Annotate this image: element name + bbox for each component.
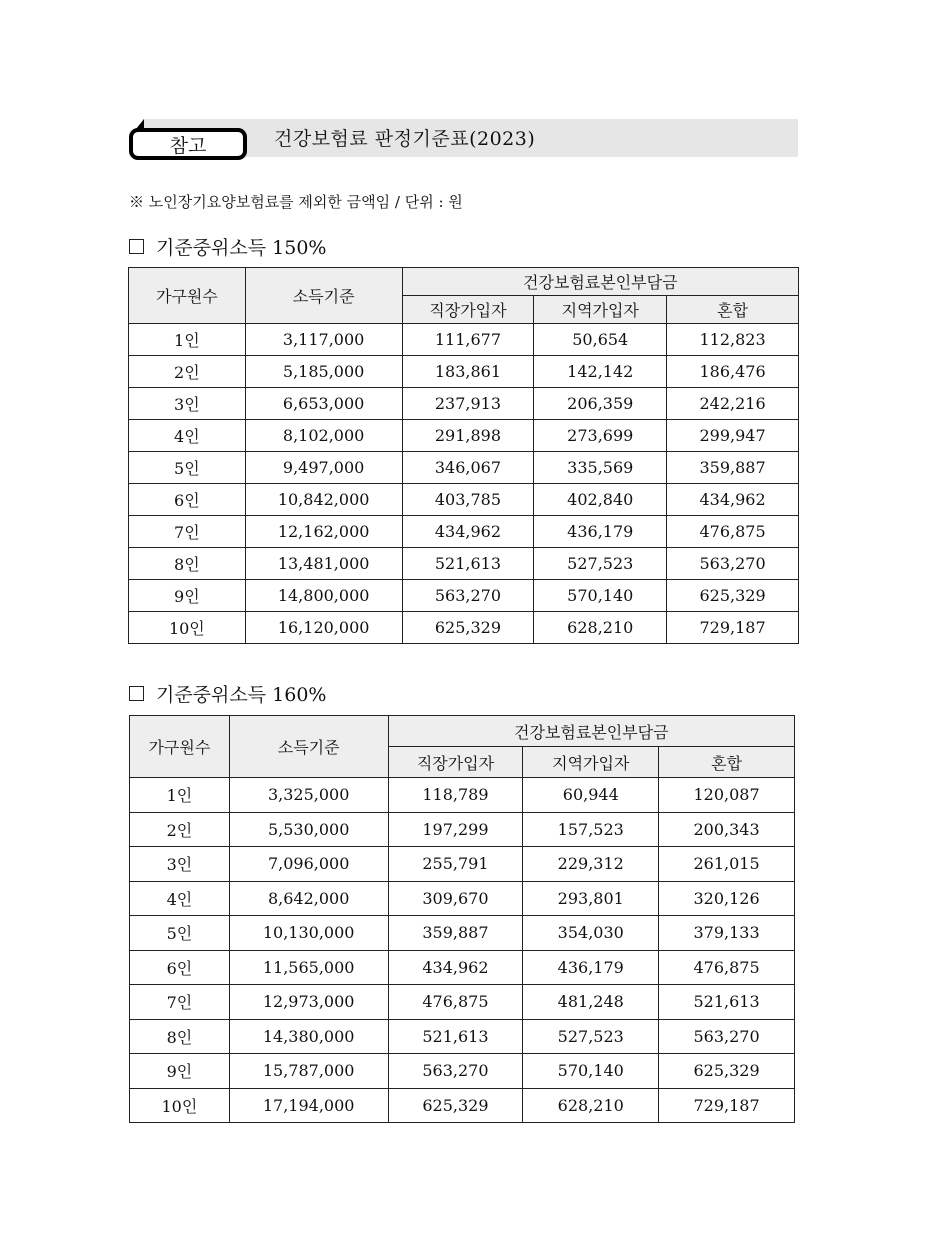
table-row (130, 1054, 795, 1089)
section-title-150 (129, 233, 326, 260)
cell-household: 1인 (130, 778, 230, 813)
cell-regional: 206,359 (534, 388, 667, 420)
cell-household: 5인 (129, 452, 246, 484)
cell-regional: 570,140 (534, 580, 667, 612)
cell-mixed: 200,343 (659, 812, 795, 847)
reference-badge (129, 128, 247, 160)
cell-regional: 628,210 (523, 1088, 659, 1123)
cell-mixed: 379,133 (659, 916, 795, 951)
cell-employee: 434,962 (402, 516, 534, 548)
cell-regional: 354,030 (523, 916, 659, 951)
cell-household: 8인 (130, 1019, 230, 1054)
header-mixed: 혼합 (659, 747, 795, 778)
table-row (130, 812, 795, 847)
cell-household: 1인 (129, 324, 246, 356)
table-row (130, 916, 795, 951)
cell-household: 4인 (129, 420, 246, 452)
cell-mixed: 521,613 (659, 985, 795, 1020)
table-row (129, 580, 799, 612)
cell-mixed: 242,216 (667, 388, 799, 420)
cell-income: 3,325,000 (229, 778, 388, 813)
cell-mixed: 120,087 (659, 778, 795, 813)
cell-regional: 628,210 (534, 612, 667, 644)
cell-employee: 625,329 (402, 612, 534, 644)
unit-note: ※ 노인장기요양보험료를 제외한 금액임 / 단위 : 원 (129, 193, 463, 211)
cell-mixed: 563,270 (667, 548, 799, 580)
cell-employee: 237,913 (402, 388, 534, 420)
cell-employee: 118,789 (388, 778, 523, 813)
header-regional: 지역가입자 (534, 296, 667, 324)
cell-employee: 521,613 (388, 1019, 523, 1054)
table-row (129, 388, 799, 420)
cell-employee: 625,329 (388, 1088, 523, 1123)
cell-mixed: 320,126 (659, 881, 795, 916)
cell-income: 13,481,000 (245, 548, 402, 580)
cell-income: 5,530,000 (229, 812, 388, 847)
header-employee: 직장가입자 (388, 747, 523, 778)
cell-income: 12,973,000 (229, 985, 388, 1020)
cell-income: 5,185,000 (245, 356, 402, 388)
cell-mixed: 434,962 (667, 484, 799, 516)
cell-income: 8,102,000 (245, 420, 402, 452)
cell-mixed: 476,875 (659, 950, 795, 985)
cell-income: 6,653,000 (245, 388, 402, 420)
cell-regional: 273,699 (534, 420, 667, 452)
cell-regional: 142,142 (534, 356, 667, 388)
table-row (129, 548, 799, 580)
cell-regional: 229,312 (523, 847, 659, 882)
income-table-160 (129, 715, 795, 1123)
table-row (130, 881, 795, 916)
header-regional: 지역가입자 (523, 747, 659, 778)
cell-regional: 570,140 (523, 1054, 659, 1089)
cell-employee: 521,613 (402, 548, 534, 580)
cell-household: 10인 (129, 612, 246, 644)
cell-regional: 60,944 (523, 778, 659, 813)
cell-income: 8,642,000 (229, 881, 388, 916)
cell-household: 9인 (129, 580, 246, 612)
cell-regional: 436,179 (523, 950, 659, 985)
cell-regional: 481,248 (523, 985, 659, 1020)
section-title-160 (129, 680, 326, 707)
cell-income: 7,096,000 (229, 847, 388, 882)
section-title-150-label: 기준중위소득 150% (156, 237, 327, 259)
cell-income: 3,117,000 (245, 324, 402, 356)
table-row (129, 420, 799, 452)
cell-mixed: 563,270 (659, 1019, 795, 1054)
cell-household: 9인 (130, 1054, 230, 1089)
cell-income: 15,787,000 (229, 1054, 388, 1089)
cell-household: 7인 (129, 516, 246, 548)
table-row (130, 950, 795, 985)
table-row (129, 356, 799, 388)
header-household: 가구원수 (130, 716, 230, 778)
cell-household: 3인 (129, 388, 246, 420)
cell-mixed: 729,187 (659, 1088, 795, 1123)
table-row (130, 1088, 795, 1123)
cell-regional: 293,801 (523, 881, 659, 916)
table-row (129, 452, 799, 484)
cell-income: 14,380,000 (229, 1019, 388, 1054)
cell-income: 10,842,000 (245, 484, 402, 516)
header-income: 소득기준 (229, 716, 388, 778)
cell-employee: 563,270 (402, 580, 534, 612)
cell-mixed: 729,187 (667, 612, 799, 644)
header-income: 소득기준 (245, 268, 402, 324)
cell-household: 6인 (130, 950, 230, 985)
checkbox-icon (129, 239, 144, 254)
header-premium-group: 건강보험료본인부담금 (402, 268, 798, 296)
income-table-150 (128, 267, 799, 644)
cell-household: 10인 (130, 1088, 230, 1123)
cell-regional: 402,840 (534, 484, 667, 516)
cell-regional: 527,523 (534, 548, 667, 580)
reference-badge-label: 참고 (169, 134, 207, 157)
cell-employee: 346,067 (402, 452, 534, 484)
table-row (129, 484, 799, 516)
cell-regional: 527,523 (523, 1019, 659, 1054)
cell-employee: 197,299 (388, 812, 523, 847)
cell-income: 11,565,000 (229, 950, 388, 985)
section-title-160-label: 기준중위소득 160% (156, 684, 327, 706)
cell-regional: 157,523 (523, 812, 659, 847)
cell-household: 4인 (130, 881, 230, 916)
cell-mixed: 625,329 (667, 580, 799, 612)
cell-household: 2인 (130, 812, 230, 847)
cell-income: 9,497,000 (245, 452, 402, 484)
cell-household: 6인 (129, 484, 246, 516)
table-row (129, 612, 799, 644)
cell-employee: 434,962 (388, 950, 523, 985)
table-row (130, 847, 795, 882)
cell-household: 3인 (130, 847, 230, 882)
cell-employee: 563,270 (388, 1054, 523, 1089)
cell-mixed: 359,887 (667, 452, 799, 484)
cell-income: 17,194,000 (229, 1088, 388, 1123)
cell-income: 12,162,000 (245, 516, 402, 548)
cell-employee: 403,785 (402, 484, 534, 516)
cell-income: 10,130,000 (229, 916, 388, 951)
header-premium-group: 건강보험료본인부담금 (388, 716, 794, 747)
cell-mixed: 625,329 (659, 1054, 795, 1089)
table-row (129, 516, 799, 548)
table-row (130, 778, 795, 813)
document-title: 건강보험료 판정기준표(2023) (274, 128, 536, 150)
table-row (129, 324, 799, 356)
cell-mixed: 261,015 (659, 847, 795, 882)
checkbox-icon (129, 686, 144, 701)
cell-mixed: 112,823 (667, 324, 799, 356)
header-household: 가구원수 (129, 268, 246, 324)
cell-mixed: 186,476 (667, 356, 799, 388)
cell-income: 16,120,000 (245, 612, 402, 644)
cell-household: 7인 (130, 985, 230, 1020)
cell-income: 14,800,000 (245, 580, 402, 612)
cell-household: 2인 (129, 356, 246, 388)
cell-employee: 255,791 (388, 847, 523, 882)
cell-regional: 50,654 (534, 324, 667, 356)
header-employee: 직장가입자 (402, 296, 534, 324)
cell-employee: 111,677 (402, 324, 534, 356)
table-row (130, 1019, 795, 1054)
cell-regional: 436,179 (534, 516, 667, 548)
cell-employee: 359,887 (388, 916, 523, 951)
header-mixed: 혼합 (667, 296, 799, 324)
cell-employee: 309,670 (388, 881, 523, 916)
cell-household: 8인 (129, 548, 246, 580)
cell-employee: 476,875 (388, 985, 523, 1020)
cell-mixed: 299,947 (667, 420, 799, 452)
cell-mixed: 476,875 (667, 516, 799, 548)
cell-regional: 335,569 (534, 452, 667, 484)
cell-employee: 183,861 (402, 356, 534, 388)
cell-employee: 291,898 (402, 420, 534, 452)
cell-household: 5인 (130, 916, 230, 951)
table-row (130, 985, 795, 1020)
